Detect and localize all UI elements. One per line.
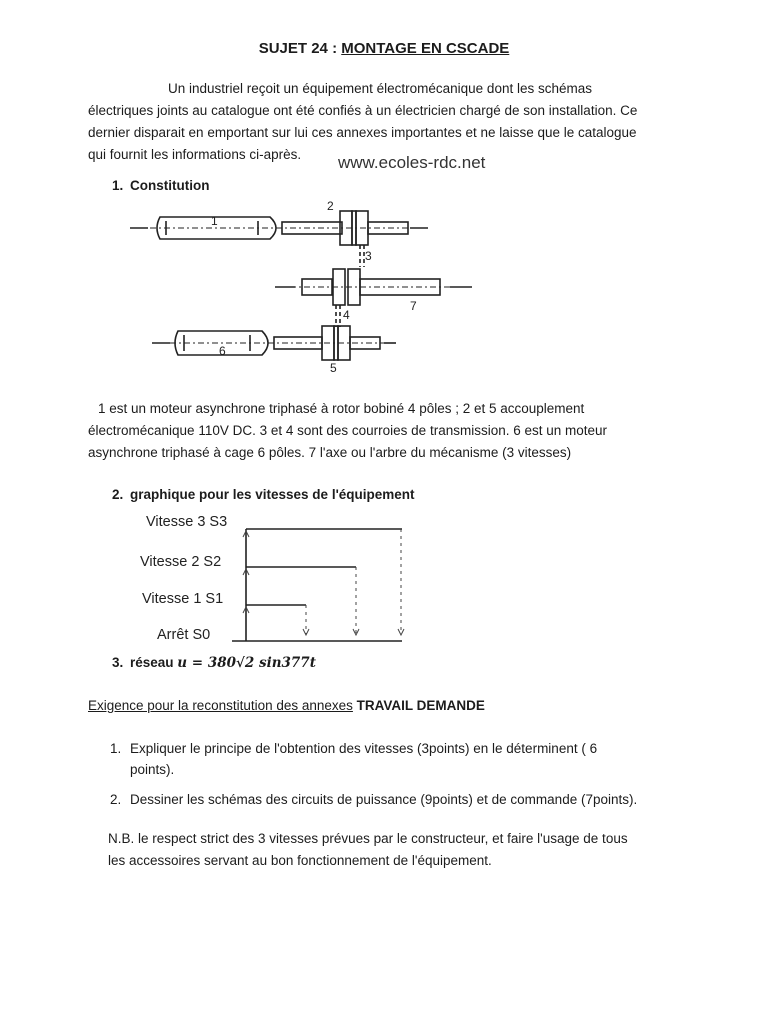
intro-line-4: qui fournit les informations ci-après.	[88, 147, 302, 162]
task-1-number: 1.	[110, 741, 122, 756]
label-2: 2	[327, 199, 334, 213]
task-1-line-2: points).	[130, 762, 175, 777]
label-1: 1	[211, 214, 218, 228]
task-2-line-1: Dessiner les schémas des circuits de puissance (9points) et de commande (7points).	[130, 792, 638, 807]
label-7: 7	[410, 299, 417, 313]
level-s1-label: Vitesse 1 S1	[142, 591, 224, 607]
website-watermark: www.ecoles-rdc.net	[338, 153, 486, 172]
constitution-diagram	[0, 195, 768, 385]
note-line-1: N.B. le respect strict des 3 vitesses prévues par le constructeur, et faire l'usage de tous	[108, 831, 628, 846]
task-2	[110, 789, 670, 810]
label-3: 3	[365, 249, 372, 263]
section-1-label: Constitution	[130, 178, 210, 193]
description-line-1: 1 est un moteur asynchrone triphasé à rotor bobiné 4 pôles ; 2 et 5 accouplement	[98, 401, 585, 416]
description-line-3: asynchrone triphasé à cage 6 pôles. 7 l'axe ou l'arbre du mécanisme (3 vitesses)	[88, 445, 572, 460]
shaft-7	[360, 279, 440, 295]
label-6: 6	[219, 344, 226, 358]
level-s2-label: Vitesse 2 S2	[140, 554, 222, 570]
task-1	[110, 738, 660, 780]
requirement-line	[88, 695, 485, 717]
section-2-label: graphique pour les vitesses de l'équipement	[130, 487, 415, 502]
description-line-2: électromécanique 110V DC. 3 et 4 sont des courroies de transmission. 6 est un moteur	[88, 423, 608, 438]
task-1-line-1: Expliquer le principe de l'obtention des vitesses (3points) en le déterminent ( 6	[130, 741, 598, 756]
section-3-number: 3.	[112, 655, 124, 670]
requirement-bold: TRAVAIL DEMANDE	[352, 698, 485, 713]
intro-line-3: dernier disparait en emportant sur lui ces annexes importantes et ne laisse que le catalogue	[88, 125, 637, 140]
speed-chart	[0, 505, 768, 655]
requirement-underlined: Exigence pour la reconstitution des annexes	[88, 698, 353, 713]
section-3-heading	[112, 655, 316, 671]
section-1-heading	[112, 178, 209, 193]
section-2-heading	[112, 487, 415, 502]
page-title	[0, 40, 768, 57]
title-prefix: SUJET 24 :	[258, 40, 342, 57]
nb-note	[108, 828, 678, 872]
label-4: 4	[343, 308, 350, 322]
label-5: 5	[330, 361, 337, 375]
intro-line-2: électriques joints au catalogue ont été confiés à un électricien chargé de son installation. Ce	[88, 103, 638, 118]
section-1-number: 1.	[112, 178, 124, 193]
note-line-2: les accessoires servant au bon fonctionnement de l'équipement.	[108, 853, 492, 868]
task-2-number: 2.	[110, 792, 122, 807]
section-2-number: 2.	[112, 487, 124, 502]
level-s3-label: Vitesse 3 S3	[146, 514, 228, 530]
section-3-label: réseau	[130, 655, 178, 670]
network-formula: u = 380√2 sin377t	[177, 655, 316, 671]
title-main: MONTAGE EN CSCADE	[341, 40, 510, 57]
level-s0-label: Arrêt S0	[157, 627, 211, 643]
intro-line-1: Un industriel reçoit un équipement électromécanique dont les schémas	[168, 81, 592, 96]
components-description	[88, 398, 688, 464]
